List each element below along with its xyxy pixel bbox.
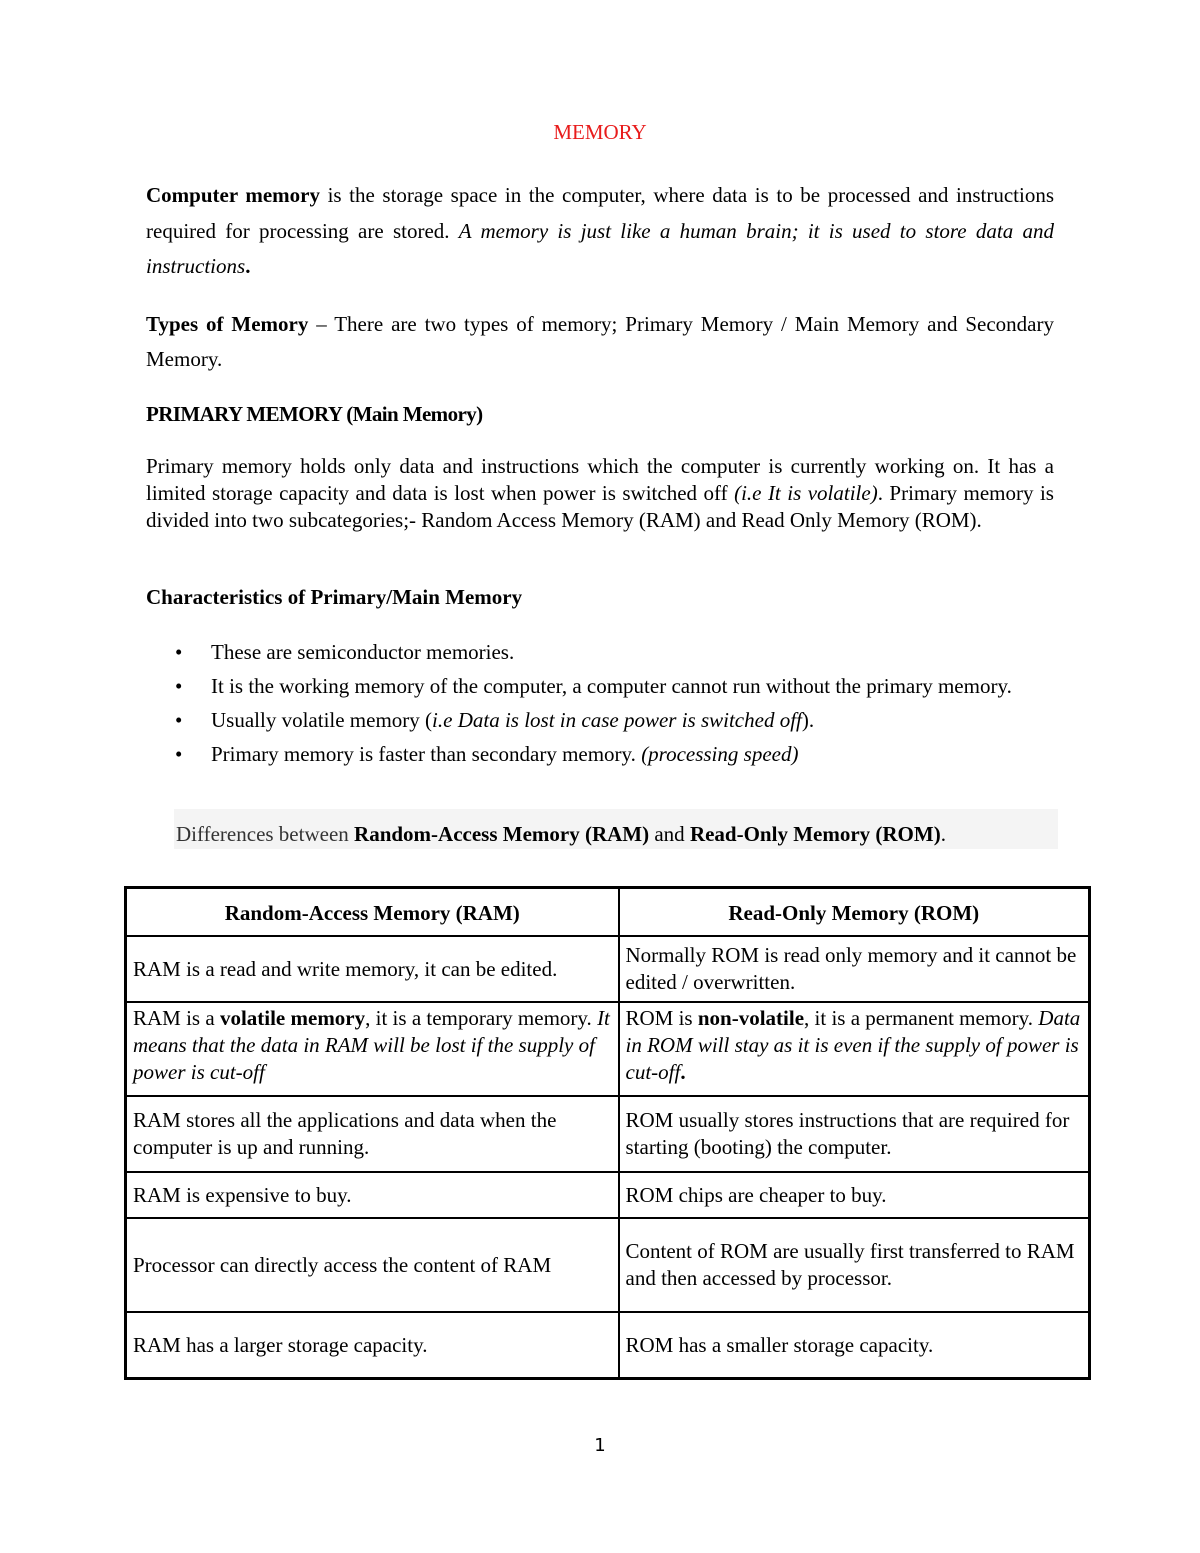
cell-italic: It means that the data in RAM will be lost if the supply of power is cut-off xyxy=(133,1006,610,1084)
header-ram: Random-Access Memory (RAM) xyxy=(126,888,619,937)
types-term: Types of Memory xyxy=(146,312,309,336)
intro-end: . xyxy=(245,254,251,278)
cell-ram: Processor can directly access the content of RAM xyxy=(126,1218,619,1312)
intro-term: Computer memory xyxy=(146,183,320,207)
table-row xyxy=(126,1096,1090,1172)
cell-text: , it is a temporary memory. xyxy=(365,1006,598,1030)
cell-rom: ROM chips are cheaper to buy. xyxy=(619,1172,1090,1218)
differences-lead: Differences between xyxy=(176,822,355,846)
primary-italic: (i.e It is volatile) xyxy=(734,481,878,505)
primary-text-2: . Primary memory is divided into two subcategories;- Random Access Memory (RAM) and Read Only Memory (ROM). xyxy=(146,481,1054,532)
cell-end: . xyxy=(680,1060,686,1084)
differences-ram: Random-Access Memory (RAM) xyxy=(354,822,650,846)
page-number: 1 xyxy=(594,1435,606,1456)
cell-rom: Normally ROM is read only memory and it cannot be edited / overwritten. xyxy=(619,936,1090,1002)
cell-text: , it is a permanent memory. xyxy=(804,1006,1039,1030)
cell-ram: RAM is expensive to buy. xyxy=(126,1172,619,1218)
types-paragraph xyxy=(146,307,1054,377)
cell-bold: volatile memory xyxy=(219,1006,366,1030)
cell-rom xyxy=(619,1002,1090,1096)
bullet-italic: (processing speed) xyxy=(641,742,799,766)
characteristics-list xyxy=(146,638,1046,774)
cell-ram xyxy=(126,1002,619,1096)
page-title: MEMORY xyxy=(553,120,647,144)
intro-text: is the storage space in the computer, where data is to be processed and instructions required for processing are stored. xyxy=(146,183,1055,243)
cell-text: ROM is xyxy=(625,1006,698,1030)
cell-rom: Content of ROM are usually first transferred to RAM and then accessed by processor. xyxy=(619,1218,1090,1312)
types-text: – There are two types of memory; Primary Memory / Main Memory and Secondary Memory. xyxy=(146,312,1054,371)
cell-italic: Data in ROM will stay as it is even if the supply of power is cut-off xyxy=(625,1006,1081,1084)
bullet-end: ). xyxy=(801,708,815,732)
bullet-text: These are semiconductor memories. xyxy=(211,640,515,664)
list-item xyxy=(146,706,1046,735)
bullet-icon: • xyxy=(175,674,183,698)
bullet-icon: • xyxy=(175,640,183,664)
table-row xyxy=(126,1218,1090,1312)
bullet-italic: i.e Data is lost in case power is switched off xyxy=(432,708,802,732)
cell-text: RAM is a xyxy=(133,1006,220,1030)
table-row xyxy=(126,1172,1090,1218)
cell-rom: ROM usually stores instructions that are required for starting (booting) the computer. xyxy=(619,1096,1090,1172)
cell-ram: RAM stores all the applications and data when the computer is up and running. xyxy=(126,1096,619,1172)
cell-rom: ROM has a smaller storage capacity. xyxy=(619,1312,1090,1379)
differences-caption xyxy=(176,822,946,847)
comparison-table xyxy=(124,886,1091,1380)
cell-ram: RAM has a larger storage capacity. xyxy=(126,1312,619,1379)
header-rom: Read-Only Memory (ROM) xyxy=(619,888,1090,937)
cell-ram: RAM is a read and write memory, it can be edited. xyxy=(126,936,619,1002)
list-item xyxy=(146,672,1046,701)
primary-paragraph xyxy=(146,453,1054,534)
table-row xyxy=(126,1002,1090,1096)
intro-paragraph xyxy=(146,178,1054,285)
list-item xyxy=(146,740,1046,769)
primary-memory-heading: PRIMARY MEMORY (Main Memory) xyxy=(146,402,483,426)
list-item xyxy=(146,638,1046,667)
differences-and: and xyxy=(649,822,690,846)
differences-rom: Read-Only Memory (ROM) xyxy=(689,822,941,846)
bullet-icon: • xyxy=(175,708,183,732)
bullet-icon: • xyxy=(175,742,183,766)
intro-italic: A memory is just like a human brain; it is used to store data and instructions xyxy=(146,218,1054,278)
table-row xyxy=(126,936,1090,1002)
bullet-text: It is the working memory of the computer, a computer cannot run without the primary memory. xyxy=(211,674,1012,698)
primary-text-1: Primary memory holds only data and instructions which the computer is currently working on. It has a limited storage capacity and data is lost when power is switched off xyxy=(146,454,1054,505)
characteristics-heading: Characteristics of Primary/Main Memory xyxy=(146,585,523,609)
table-row xyxy=(126,1312,1090,1379)
cell-bold: non-volatile xyxy=(697,1006,805,1030)
bullet-text: Primary memory is faster than secondary memory. xyxy=(211,742,642,766)
differences-end: . xyxy=(940,822,946,846)
bullet-text: Usually volatile memory ( xyxy=(211,708,433,732)
table-header-row xyxy=(126,888,1090,937)
